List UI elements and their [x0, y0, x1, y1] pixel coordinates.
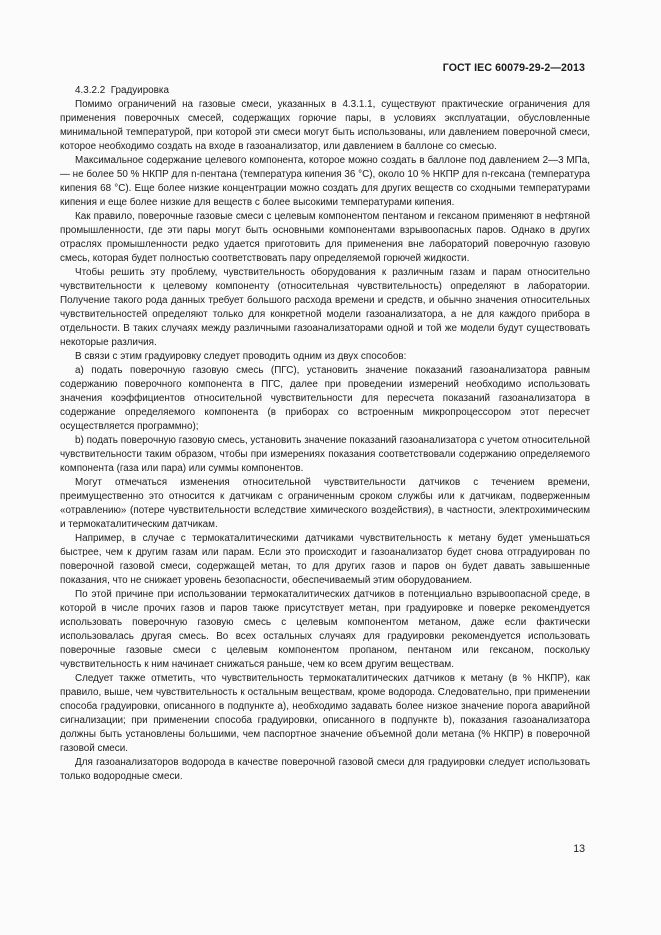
document-body — [60, 84, 590, 784]
list-item-b: b) подать поверочную газовую смесь, установить значение показаний газоанализатора с учетом относительной чувствительности таким образом, чтобы при измерениях показания соответствовали содержанию определяемого компонента (газа или пара) или суммы компонентов. — [60, 435, 590, 474]
paragraph: Чтобы решить эту проблему, чувствительность оборудования к различным газам и парам относительно чувствительности к целевому компоненту (относительная чувствительность) определяют в лаборатории. Получение такого рода данных требует большого расхода времени и средств, и обычно значения относительных чувствительностей определяют только для конкретной модели газоанализатора, а не для каждого прибора в отдельности. В таких случаях между различными газоанализаторами одной и той же модели будут существовать некоторые различия. — [60, 267, 590, 348]
section-number: 4.3.2.2 — [75, 85, 106, 96]
document-header: ГОСТ IEC 60079-29-2—2013 — [442, 62, 585, 74]
paragraph: Помимо ограничений на газовые смеси, указанных в 4.3.1.1, существуют практические ограничения для применения поверочных смесей, содержащих горючие пары, в условиях эксплуатации, обусловленные минимальной температурой, при которой эти смеси могут быть использованы, или давлением поверочной смеси, которое необходимо создать на входе в газоанализатор, или давлением в баллоне со смесью. — [60, 99, 590, 152]
section-title: Градуировка — [110, 85, 169, 96]
paragraph: Как правило, поверочные газовые смеси с целевым компонентом пентаном и гексаном применяют в нефтяной промышленности, где эти пары могут быть основными компонентами взрывоопасных паров. Однако в других отраслях промышленности редко удается приготовить для применения вне лабораторий поверочную газовую смесь, которая будет полностью соответствовать пару определяемой горючей жидкости. — [60, 211, 590, 264]
paragraph: В связи с этим градуировку следует проводить одним из двух способов: — [75, 351, 407, 362]
paragraph: Например, в случае с термокаталитическими датчиками чувствительность к метану будет уменьшаться быстрее, чем к другим газам или парам. Если это происходит и газоанализатор будет снова отградуирован по поверочной газовой смеси, содержащей метан, то для других газов и паров он будет давать завышенные показания, что не снижает уровень безопасности, обеспечиваемый этим оборудованием. — [60, 533, 590, 586]
section-heading — [60, 84, 590, 98]
page-number: 13 — [573, 843, 585, 855]
paragraph: Для газоанализаторов водорода в качестве поверочной газовой смеси для градуировки следует использовать только водородные смеси. — [60, 757, 590, 782]
list-item-a: а) подать поверочную газовую смесь (ПГС), установить значение показаний газоанализатора равным содержанию поверочного компонента в ПГС, далее при проведении измерений необходимо использовать значения коэффициентов относительной чувствительности для пересчета показаний газоанализатора в содержание определяемого компонента (в приборах со встроенным микропроцессором этот пересчет осуществляется программно); — [60, 365, 590, 432]
paragraph: Могут отмечаться изменения относительной чувствительности датчиков с течением времени, преимущественно это относится к датчикам с ограниченным сроком службы или к датчикам, подверженным «отравлению» (потере чувствительности вследствие химического воздействия), в частности, электрохимическим и термокаталитическим датчикам. — [60, 477, 590, 530]
paragraph: Следует также отметить, что чувствительность термокаталитических датчиков к метану (в % НКПР), как правило, выше, чем чувствительность к остальным веществам, кроме водорода. Следовательно, при применении способа градуировки, описанного в подпункте а), необходимо задавать более низкое значение порога аварийной сигнализации; при применении способа градуировки, описанного в подпункте b), показания газоанализатора должны быть установлены большими, чем паспортное значение объемной доли метана (% НКПР) в поверочной газовой смеси. — [60, 673, 590, 754]
paragraph: Максимальное содержание целевого компонента, которое можно создать в баллоне под давлением 2—3 МПа, — не более 50 % НКПР для n-пентана (температура кипения 36 °С), около 10 % НКПР для n-гексана (температура кипения 68 °С). Еще более низкие концентрации можно создать для других веществ со сходными температурами кипения и еще более низкие для веществ с более высокими температурами кипения. — [60, 155, 590, 208]
paragraph: По этой причине при использовании термокаталитических датчиков в потенциально взрывоопасной среде, в которой в числе прочих газов и паров также присутствует метан, при градуировке и поверке рекомендуется использовать поверочную газовую смесь с целевым компонентом метаном, даже если фактически использовалась другая смесь. Во всех остальных случаях для градуировки рекомендуется использовать поверочные газовые смеси с целевым компонентом пропаном, пентаном или гексаном, поскольку чувствительность к ним начинает снижаться раньше, чем ко всем другим веществам. — [60, 589, 590, 670]
